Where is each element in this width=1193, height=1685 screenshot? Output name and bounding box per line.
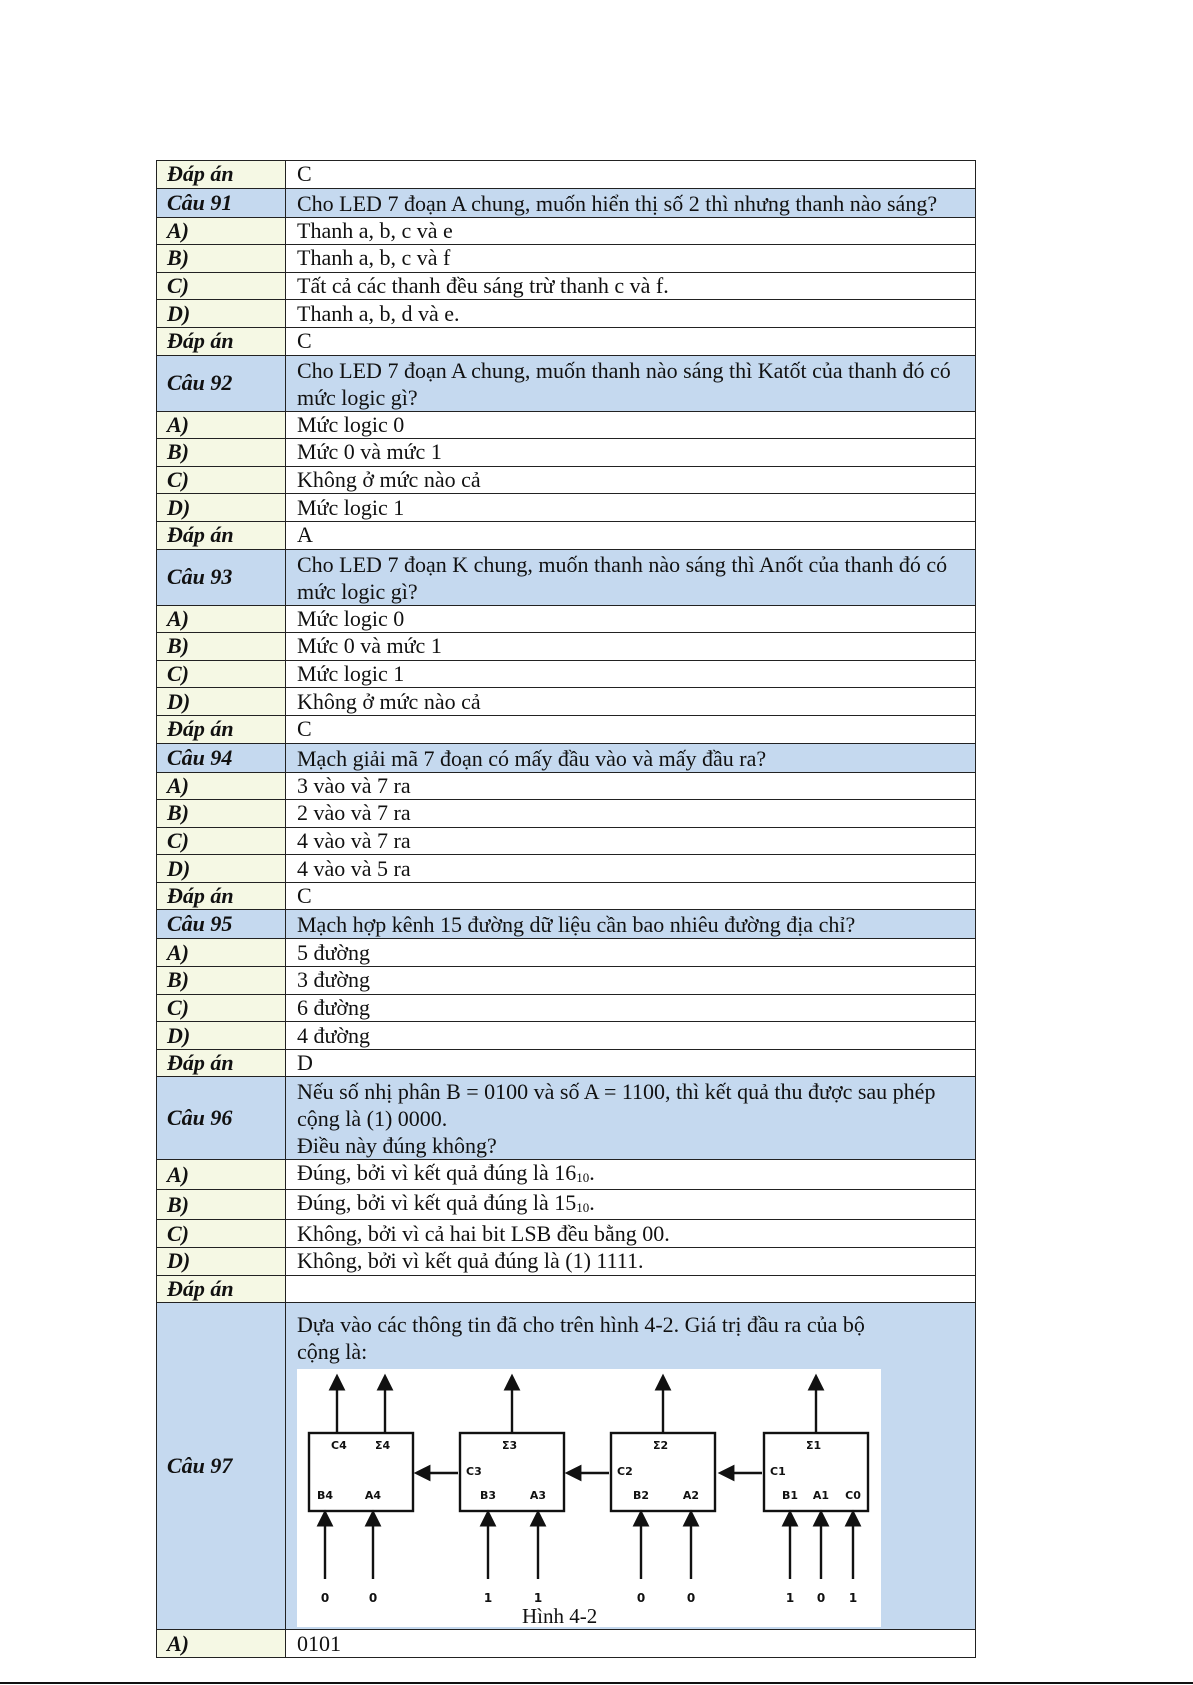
option-text: Mức 0 và mức 1 [286, 633, 976, 661]
option-text: 5 đường [286, 939, 976, 967]
sum-label: Σ4 [375, 1439, 391, 1453]
option-label: C) [157, 660, 286, 688]
option-row [157, 633, 976, 661]
question-text: Mạch giải mã 7 đoạn có mấy đầu vào và mấy đầu ra? [286, 743, 976, 772]
option-label: B) [157, 633, 286, 661]
question-text: Cho LED 7 đoạn A chung, muốn thanh nào sáng thì Katốt của thanh đó có mức logic gì? [286, 355, 976, 411]
answer-value: A [286, 521, 976, 549]
option-text: 3 đường [286, 967, 976, 995]
option-row [157, 994, 976, 1022]
answer-value [286, 1275, 976, 1303]
sum-label: Σ3 [502, 1439, 518, 1453]
answer-label: Đáp án [157, 161, 286, 189]
option-text: Thanh a, b, c và e [286, 217, 976, 245]
option-row [157, 1160, 976, 1190]
option-text-subscript: 10 [576, 1200, 590, 1216]
option-text: Thanh a, b, d và e. [286, 300, 976, 328]
carry-out-label: C4 [331, 1439, 347, 1453]
option-label: B) [157, 1190, 286, 1220]
option-label: D) [157, 300, 286, 328]
question-row [157, 910, 976, 939]
input-label: A1 [812, 1489, 830, 1503]
option-text: Không, bởi vì cả hai bit LSB đều bằng 00. [286, 1220, 976, 1248]
option-label: D) [157, 494, 286, 522]
option-text: Tất cả các thanh đều sáng trừ thanh c và f. [286, 272, 976, 300]
question-row [157, 743, 976, 772]
option-label: A) [157, 939, 286, 967]
question-text: Nếu số nhị phân B = 0100 và số A = 1100, thì kết quả thu được sau phép cộng là (1) 0000. Điều này đúng không? [286, 1077, 976, 1160]
option-text: 0101 [286, 1630, 976, 1658]
answer-value: C [286, 715, 976, 743]
input-value: 0 [320, 1591, 330, 1606]
sum-label: Σ2 [653, 1439, 669, 1453]
question-number: Câu 93 [157, 549, 286, 605]
adder-figure [297, 1369, 881, 1627]
option-row [157, 300, 976, 328]
option-text [286, 1190, 976, 1220]
option-label: A) [157, 1160, 286, 1190]
answer-value: C [286, 882, 976, 910]
option-label: B) [157, 967, 286, 995]
input-value: 0 [816, 1591, 826, 1606]
option-label: A) [157, 772, 286, 800]
question-text: Dựa vào các thông tin đã cho trên hình 4-2. Giá trị đầu ra của bộ cộng là: [297, 1312, 865, 1365]
question-number: Câu 97 [157, 1303, 286, 1630]
answer-row [157, 1275, 976, 1303]
option-row [157, 660, 976, 688]
option-label: D) [157, 855, 286, 883]
question-row [157, 188, 976, 217]
answer-label: Đáp án [157, 1049, 286, 1077]
question-row [157, 355, 976, 411]
question-row [157, 1303, 976, 1630]
option-text: Thanh a, b, c và f [286, 245, 976, 273]
input-value: 0 [686, 1591, 696, 1606]
option-text: Không ở mức nào cả [286, 688, 976, 716]
option-label: A) [157, 217, 286, 245]
question-text: Mạch hợp kênh 15 đường dữ liệu cần bao nhiêu đường địa chỉ? [286, 910, 976, 939]
answer-row [157, 882, 976, 910]
figure-caption: Hình 4-2 [522, 1604, 598, 1629]
option-text: Không, bởi vì kết quả đúng là (1) 1111. [286, 1248, 976, 1276]
option-text [286, 1160, 976, 1190]
option-label: C) [157, 827, 286, 855]
option-row [157, 939, 976, 967]
input-label: B3 [479, 1489, 497, 1503]
option-label: B) [157, 439, 286, 467]
option-row [157, 967, 976, 995]
option-label: A) [157, 1630, 286, 1658]
question-text-with-figure [286, 1303, 976, 1630]
option-text: 4 vào và 5 ra [286, 855, 976, 883]
carry-in-label: C1 [770, 1465, 786, 1479]
option-label: B) [157, 245, 286, 273]
option-row [157, 800, 976, 828]
option-text: 4 vào và 7 ra [286, 827, 976, 855]
option-row [157, 855, 976, 883]
question-row [157, 549, 976, 605]
question-text: Cho LED 7 đoạn K chung, muốn thanh nào sáng thì Anốt của thanh đó có mức logic gì? [286, 549, 976, 605]
option-row [157, 411, 976, 439]
option-text: 6 đường [286, 994, 976, 1022]
option-row [157, 1022, 976, 1050]
answer-label: Đáp án [157, 1275, 286, 1303]
question-number: Câu 95 [157, 910, 286, 939]
answer-row [157, 715, 976, 743]
input-label: A3 [529, 1489, 547, 1503]
option-text: Mức logic 1 [286, 660, 976, 688]
option-label: C) [157, 272, 286, 300]
option-label: B) [157, 800, 286, 828]
option-row [157, 439, 976, 467]
input-value: 1 [785, 1591, 795, 1606]
input-label: B1 [781, 1489, 799, 1503]
option-text-main: Đúng, bởi vì kết quả đúng là 15 [297, 1190, 577, 1216]
question-number: Câu 92 [157, 355, 286, 411]
adder-diagram [297, 1369, 881, 1627]
option-row [157, 1248, 976, 1276]
option-label: A) [157, 605, 286, 633]
option-row [157, 772, 976, 800]
input-value: 1 [483, 1591, 493, 1606]
answer-value: C [286, 161, 976, 189]
input-value: 0 [636, 1591, 646, 1606]
answer-label: Đáp án [157, 882, 286, 910]
answer-value: C [286, 327, 976, 355]
option-text: 4 đường [286, 1022, 976, 1050]
option-row [157, 217, 976, 245]
option-label: C) [157, 1220, 286, 1248]
option-row [157, 1190, 976, 1220]
option-text: Mức logic 0 [286, 411, 976, 439]
input-label: B2 [632, 1489, 650, 1503]
answer-row [157, 521, 976, 549]
option-row [157, 827, 976, 855]
input-label: A4 [364, 1489, 382, 1503]
option-row [157, 1630, 976, 1658]
input-label: C0 [845, 1489, 861, 1503]
answer-label: Đáp án [157, 327, 286, 355]
option-row [157, 605, 976, 633]
option-text: Mức 0 và mức 1 [286, 439, 976, 467]
answer-row [157, 327, 976, 355]
input-value: 1 [848, 1591, 858, 1606]
page-bottom-rule [0, 1682, 1193, 1684]
option-label: A) [157, 411, 286, 439]
carry-in-label: C2 [617, 1465, 633, 1479]
option-label: D) [157, 1248, 286, 1276]
question-text: Cho LED 7 đoạn A chung, muốn hiển thị số 2 thì nhưng thanh nào sáng? [286, 188, 976, 217]
input-label: A2 [682, 1489, 700, 1503]
answer-label: Đáp án [157, 521, 286, 549]
option-text-main: Đúng, bởi vì kết quả đúng là 16 [297, 1160, 577, 1186]
question-table [156, 160, 976, 1658]
answer-row [157, 1049, 976, 1077]
option-row [157, 245, 976, 273]
carry-in-label: C3 [466, 1465, 482, 1479]
option-label: C) [157, 994, 286, 1022]
question-number: Câu 91 [157, 188, 286, 217]
option-label: D) [157, 688, 286, 716]
option-text: Mức logic 0 [286, 605, 976, 633]
question-number: Câu 94 [157, 743, 286, 772]
option-text-tail: . [589, 1190, 595, 1216]
option-text: Không ở mức nào cả [286, 466, 976, 494]
option-text: Mức logic 1 [286, 494, 976, 522]
option-text: 2 vào và 7 ra [286, 800, 976, 828]
sum-label: Σ1 [806, 1439, 822, 1453]
option-label: C) [157, 466, 286, 494]
option-row [157, 466, 976, 494]
option-text: 3 vào và 7 ra [286, 772, 976, 800]
option-text-tail: . [589, 1160, 595, 1186]
input-value: 1 [533, 1591, 543, 1606]
input-value: 0 [368, 1591, 378, 1606]
option-label: D) [157, 1022, 286, 1050]
question-number: Câu 96 [157, 1077, 286, 1160]
question-row [157, 1077, 976, 1160]
input-label: B4 [316, 1489, 334, 1503]
option-text-subscript: 10 [576, 1170, 590, 1186]
option-row [157, 272, 976, 300]
option-row [157, 494, 976, 522]
answer-label: Đáp án [157, 715, 286, 743]
answer-value: D [286, 1049, 976, 1077]
option-row [157, 1220, 976, 1248]
answer-row [157, 161, 976, 189]
option-row [157, 688, 976, 716]
